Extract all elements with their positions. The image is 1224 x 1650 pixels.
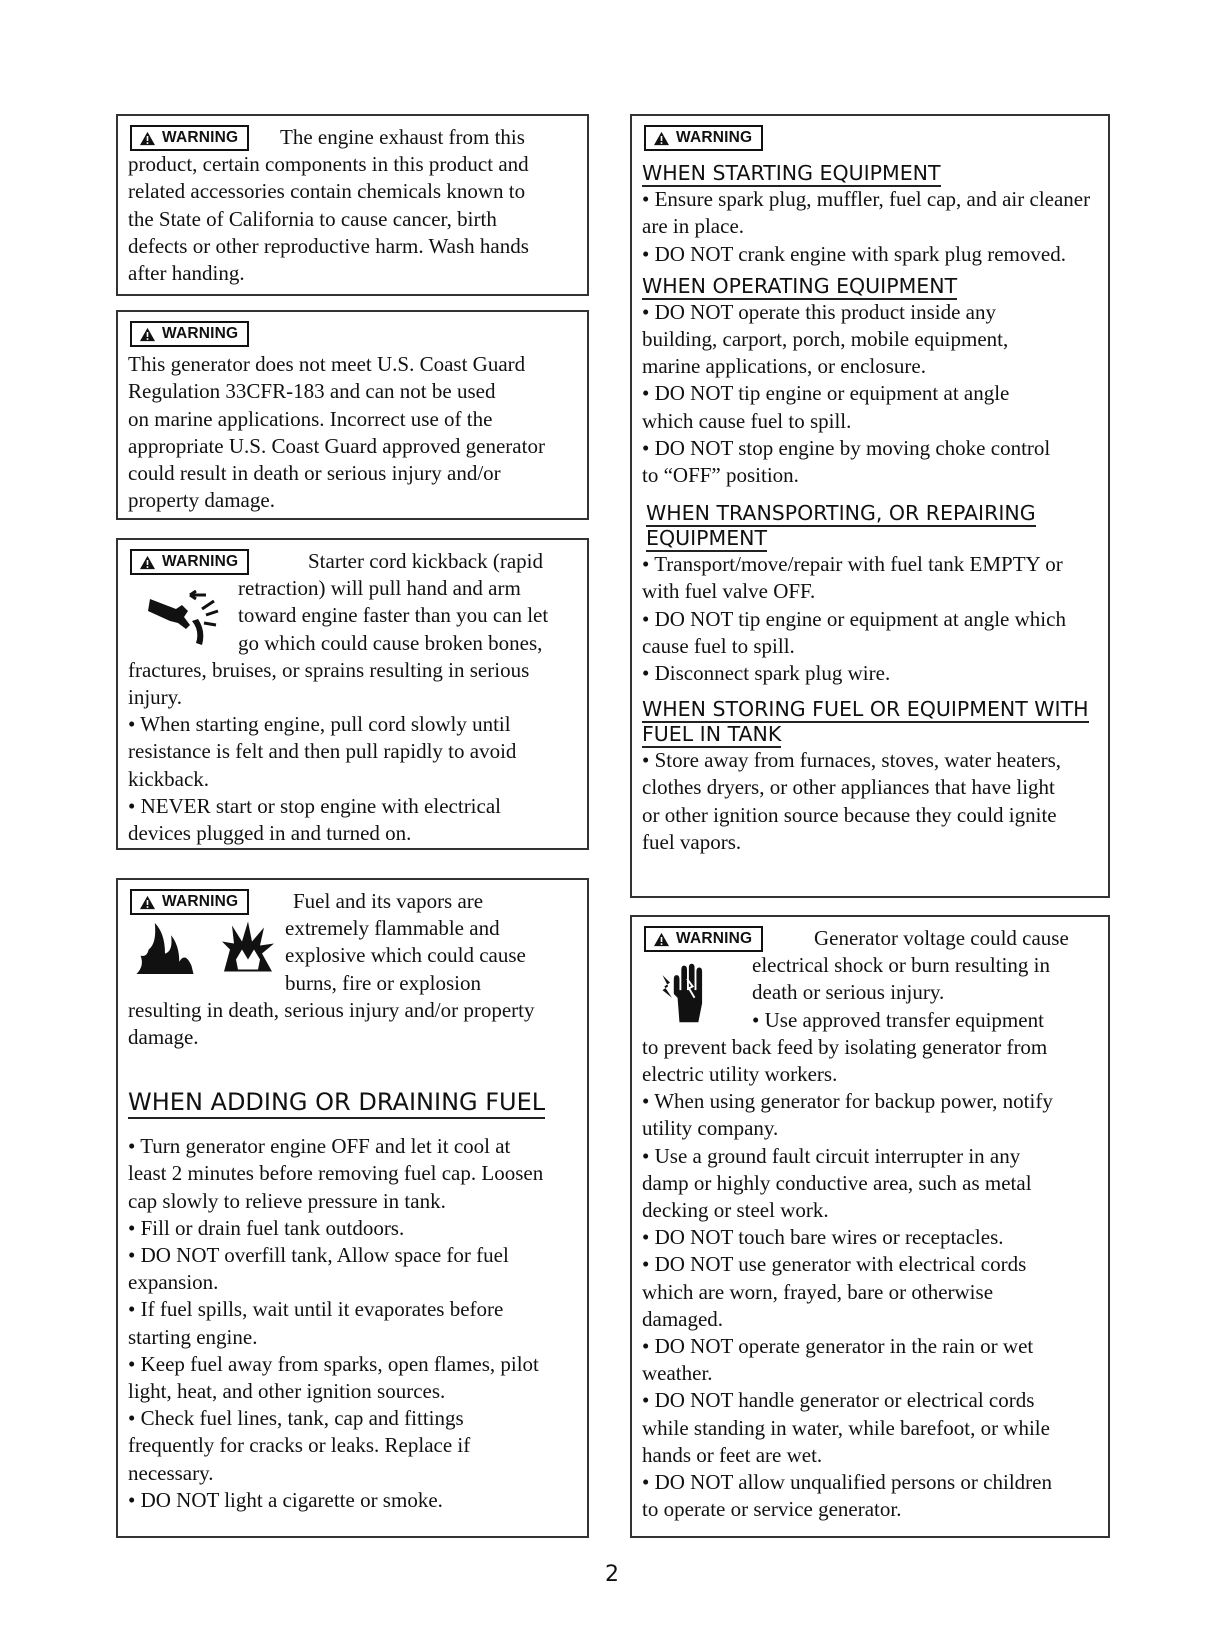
warning-badge — [130, 889, 249, 915]
warning-badge — [130, 549, 249, 575]
section-heading: WHEN STARTING EQUIPMENT — [642, 161, 941, 186]
section-heading: WHEN ADDING OR DRAINING FUEL — [128, 1087, 545, 1119]
text-line: which are worn, frayed, bare or otherwise — [642, 1279, 994, 1304]
warning-box-equipment — [630, 114, 1110, 898]
text-line: • DO NOT tip engine or equipment at angle — [642, 381, 1010, 406]
section-heading: WHEN TRANSPORTING, OR REPAIRING EQUIPMENT — [646, 501, 1036, 551]
text-line: • DO NOT allow unqualified persons or children — [642, 1470, 1052, 1495]
text-line: extremely flammable and — [285, 916, 500, 941]
text-line: damp or highly conductive area, such as metal — [642, 1170, 1032, 1195]
kickback-hand-icon — [146, 581, 226, 651]
text-line: retraction) will pull hand and arm — [238, 576, 521, 601]
warning-box-prop65 — [116, 114, 589, 296]
text-line: resulting in death, serious injury and/or property — [128, 997, 535, 1022]
warning-triangle-icon — [139, 131, 156, 146]
text-line: could result in death or serious injury and/or — [128, 461, 501, 486]
text-line: fuel vapors. — [642, 829, 742, 854]
text-line: • When using generator for backup power, notify — [642, 1089, 1053, 1114]
text-line: related accessories contain chemicals known to — [128, 179, 526, 204]
text-line: damage. — [128, 1025, 199, 1050]
warning-badge — [130, 125, 249, 151]
text-line: defects or other reproductive harm. Wash hands — [128, 233, 529, 258]
text-line: utility company. — [642, 1116, 779, 1141]
text-line: • If fuel spills, wait until it evaporates before — [128, 1297, 504, 1322]
text-line: or other ignition source because they could ignite — [642, 802, 1057, 827]
section-heading: WHEN OPERATING EQUIPMENT — [642, 273, 958, 298]
text-line: to prevent back feed by isolating generator from — [642, 1034, 1048, 1059]
text-line: devices plugged in and turned on. — [128, 821, 412, 846]
text-line: • DO NOT tip engine or equipment at angle which — [642, 606, 1066, 631]
warning-box-coast-guard — [116, 310, 589, 520]
warning-triangle-icon — [139, 895, 156, 910]
text-line: injury. — [128, 685, 183, 710]
text-line: light, heat, and other ignition sources. — [128, 1379, 446, 1404]
warning-badge-label: WARNING — [676, 930, 753, 947]
text-line: • DO NOT overfill tank, Allow space for fuel — [128, 1243, 509, 1268]
text-line: appropriate U.S. Coast Guard approved generator — [128, 433, 545, 458]
text-line: • When starting engine, pull cord slowly until — [128, 712, 511, 737]
text-line: weather. — [642, 1361, 713, 1386]
warning-badge — [644, 926, 763, 952]
text-line: Starter cord kickback (rapid — [308, 549, 543, 573]
text-line: which cause fuel to spill. — [642, 408, 852, 433]
text-line: explosive which could cause — [285, 943, 526, 968]
page-number: 2 — [605, 1562, 619, 1587]
text-line: product, certain components in this product and — [128, 152, 529, 177]
text-line: • DO NOT stop engine by moving choke control — [642, 435, 1051, 460]
warning-badge-label: WARNING — [162, 129, 239, 146]
warning-triangle-icon — [653, 131, 670, 146]
text-line: decking or steel work. — [642, 1198, 829, 1223]
warning-box-starter-cord — [116, 538, 589, 850]
text-line: toward engine faster than you can let — [238, 603, 549, 628]
text-line: after handing. — [128, 261, 245, 286]
text-line: go which could cause broken bones, — [238, 630, 543, 655]
text-line: • NEVER start or stop engine with electrical — [128, 793, 501, 818]
flame-icon — [134, 921, 196, 977]
text-line: marine applications, or enclosure. — [642, 354, 926, 379]
text-line: This generator does not meet U.S. Coast Guard — [128, 352, 526, 377]
text-line: • Turn generator engine OFF and let it cool at — [128, 1134, 511, 1159]
warning-triangle-icon — [653, 932, 670, 947]
text-line: burns, fire or explosion — [285, 970, 481, 995]
text-line: frequently for cracks or leaks. Replace if — [128, 1433, 471, 1458]
text-line: to “OFF” position. — [642, 463, 799, 488]
text-line: • DO NOT handle generator or electrical cords — [642, 1388, 1035, 1413]
warning-badge — [130, 321, 249, 347]
text-line: building, carport, porch, mobile equipment, — [642, 327, 1009, 352]
text-line: death or serious injury. — [752, 980, 945, 1005]
warning-badge — [644, 125, 763, 151]
text-line: electric utility workers. — [642, 1062, 838, 1087]
warning-box-electrical — [630, 915, 1110, 1538]
text-line: • DO NOT light a cigarette or smoke. — [128, 1487, 443, 1512]
warning-badge-label: WARNING — [162, 553, 239, 570]
text-line: • DO NOT touch bare wires or receptacles. — [642, 1225, 1004, 1250]
text-line: the State of California to cause cancer, birth — [128, 206, 497, 231]
text-line: kickback. — [128, 766, 210, 791]
warning-badge-label: WARNING — [162, 325, 239, 342]
text-line: fractures, bruises, or sprains resulting in serious — [128, 657, 530, 682]
warning-triangle-icon — [139, 555, 156, 570]
text-line: • Check fuel lines, tank, cap and fittings — [128, 1406, 464, 1431]
text-line: • Use approved transfer equipment — [752, 1007, 1044, 1032]
text-line: • Use a ground fault circuit interrupter in any — [642, 1143, 1021, 1168]
warning-badge-label: WARNING — [676, 129, 753, 146]
text-line: with fuel valve OFF. — [642, 579, 816, 604]
text-line: The engine exhaust from this — [280, 125, 525, 149]
text-line: necessary. — [128, 1460, 214, 1485]
text-line: • Transport/move/repair with fuel tank EMPTY or — [642, 552, 1063, 577]
text-line: property damage. — [128, 488, 275, 513]
explosion-icon — [218, 917, 278, 977]
text-line: Regulation 33CFR-183 and can not be used — [128, 379, 496, 404]
text-line: Fuel and its vapors are — [293, 889, 484, 913]
text-line: are in place. — [642, 214, 745, 239]
text-line: on marine applications. Incorrect use of the — [128, 406, 493, 431]
warning-triangle-icon — [139, 327, 156, 342]
text-line: starting engine. — [128, 1324, 258, 1349]
section-heading: WHEN STORING FUEL OR EQUIPMENT WITH FUEL IN TANK — [642, 697, 1089, 747]
text-line: • DO NOT use generator with electrical cords — [642, 1252, 1027, 1277]
text-line: • DO NOT operate generator in the rain or wet — [642, 1334, 1034, 1359]
text-line: while standing in water, while barefoot, or while — [642, 1415, 1050, 1440]
text-line: clothes dryers, or other appliances that have light — [642, 775, 1055, 800]
text-line: • Ensure spark plug, muffler, fuel cap, and air cleaner — [642, 187, 1091, 212]
warning-box-fuel — [116, 878, 589, 1538]
text-line: • Keep fuel away from sparks, open flames, pilot — [128, 1351, 539, 1376]
text-line: Generator voltage could cause — [814, 926, 1069, 950]
text-line: hands or feet are wet. — [642, 1442, 823, 1467]
warning-badge-label: WARNING — [162, 893, 239, 910]
text-line: least 2 minutes before removing fuel cap. Loosen — [128, 1161, 544, 1186]
text-line: expansion. — [128, 1270, 219, 1295]
text-line: electrical shock or burn resulting in — [752, 953, 1050, 978]
electric-shock-hand-icon — [658, 960, 716, 1026]
text-line: • DO NOT operate this product inside any — [642, 299, 996, 324]
text-line: cause fuel to spill. — [642, 633, 795, 658]
text-line: • DO NOT crank engine with spark plug removed. — [642, 241, 1066, 266]
text-line: cap slowly to relieve pressure in tank. — [128, 1188, 446, 1213]
text-line: • Store away from furnaces, stoves, water heaters, — [642, 748, 1062, 773]
text-line: • Disconnect spark plug wire. — [642, 661, 891, 686]
text-line: to operate or service generator. — [642, 1497, 902, 1522]
text-line: resistance is felt and then pull rapidly to avoid — [128, 739, 517, 764]
text-line: • Fill or drain fuel tank outdoors. — [128, 1215, 405, 1240]
text-line: damaged. — [642, 1306, 724, 1331]
